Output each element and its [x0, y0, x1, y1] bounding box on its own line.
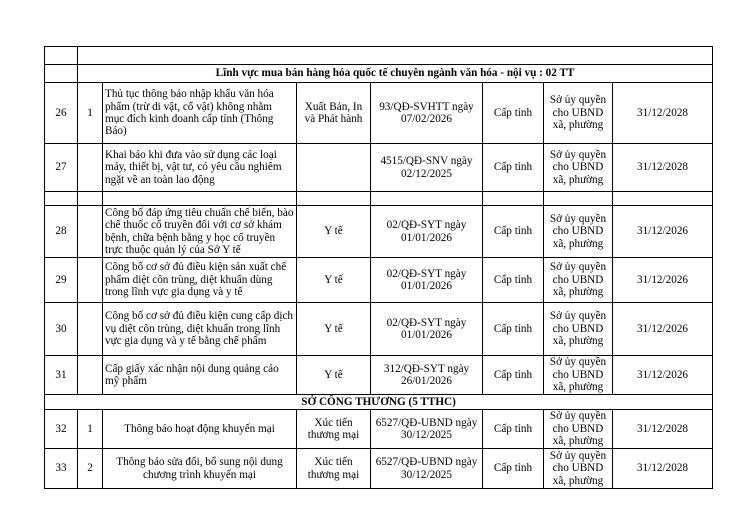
row-number: 29 — [45, 258, 78, 303]
deadline: 31/12/2028 — [613, 410, 713, 449]
row-number: 33 — [45, 449, 78, 489]
procedure-field: Y tế — [297, 356, 371, 395]
deadline: 31/12/2026 — [613, 356, 713, 395]
procedure-name: Thủ tục thông báo nhập khẩu văn hóa phẩm (trừ di vật, cổ vật) không nhằm mục đích kinh doanh cấp tỉnh (Thông Báo) — [103, 83, 297, 144]
row-sub-number: 2 — [78, 449, 103, 489]
decision-ref: 6527/QĐ-UBND ngày 30/12/2025 — [371, 410, 483, 449]
table-row — [45, 303, 713, 356]
procedure-name: Công bố cơ sở đủ điều kiện cung cấp dịch vụ diệt côn trùng, diệt khuẩn trong lĩnh vực gia dụng và y tế bằng chế phẩm — [103, 303, 297, 356]
row-sub-number: 1 — [78, 83, 103, 144]
section-title: SỞ CÔNG THƯƠNG (5 TTHC) — [45, 395, 713, 410]
section-title: Lĩnh vực mua bán hàng hóa quốc tế chuyên ngành văn hóa - nội vụ : 02 TT — [78, 65, 713, 83]
table-row — [45, 258, 713, 303]
table-row — [45, 144, 713, 192]
procedure-field: Y tế — [297, 303, 371, 356]
level: Cấp tỉnh — [483, 144, 544, 192]
authority: Sở ủy quyền cho UBND xã, phường — [544, 410, 613, 449]
row-sub-number — [78, 258, 103, 303]
authority: Sở ủy quyền cho UBND xã, phường — [544, 144, 613, 192]
decision-ref: 02/QĐ-SYT ngày 01/01/2026 — [371, 303, 483, 356]
level: Cấp tỉnh — [483, 356, 544, 395]
decision-ref: 4515/QĐ-SNV ngày 02/12/2025 — [371, 144, 483, 192]
row-number: 28 — [45, 206, 78, 258]
row-number: 31 — [45, 356, 78, 395]
procedure-field: Y tế — [297, 206, 371, 258]
deadline: 31/12/2026 — [613, 206, 713, 258]
decision-ref: 6527/QĐ-UBND ngày 30/12/2025 — [371, 449, 483, 489]
row-number: 30 — [45, 303, 78, 356]
row-number: 27 — [45, 144, 78, 192]
procedure-name: Cấp giấy xác nhận nội dung quảng cáo mỹ phẩm — [103, 356, 297, 395]
procedure-name: Khai báo khi đưa vào sử dụng các loại máy, thiết bị, vật tư, có yêu cầu nghiêm ngặt về an toàn lao động — [103, 144, 297, 192]
table-row — [45, 83, 713, 144]
decision-ref: 93/QĐ-SVHTT ngày 07/02/2026 — [371, 83, 483, 144]
deadline: 31/12/2028 — [613, 449, 713, 489]
deadline: 31/12/2028 — [613, 83, 713, 144]
authority: Sở ủy quyền cho UBND xã, phường — [544, 83, 613, 144]
authority: Sở ủy quyền cho UBND xã, phường — [544, 449, 613, 489]
row-number: 32 — [45, 410, 78, 449]
level: Cấp tỉnh — [483, 83, 544, 144]
procedure-field: Xúc tiến thương mại — [297, 449, 371, 489]
row-sub-number — [78, 356, 103, 395]
authority: Sở ủy quyền cho UBND xã, phường — [544, 206, 613, 258]
level: Cấp tỉnh — [483, 449, 544, 489]
row-sub-number — [78, 144, 103, 192]
table-row — [45, 356, 713, 395]
level: Cấp tỉnh — [483, 206, 544, 258]
row-sub-number — [78, 303, 103, 356]
section-header-row — [45, 65, 713, 83]
blank-row — [45, 192, 713, 206]
procedure-field — [297, 144, 371, 192]
row-sub-number — [78, 206, 103, 258]
decision-ref: 312/QĐ-SYT ngày 26/01/2026 — [371, 356, 483, 395]
authority: Sở ủy quyền cho UBND xã, phường — [544, 258, 613, 303]
authority: Sở ủy quyền cho UBND xã, phường — [544, 303, 613, 356]
decision-ref: 02/QĐ-SYT ngày 01/01/2026 — [371, 258, 483, 303]
table-row — [45, 410, 713, 449]
level: Cấp tỉnh — [483, 303, 544, 356]
procedure-field: Xúc tiến thương mại — [297, 410, 371, 449]
procedures-table — [44, 46, 713, 489]
authority: Sở ủy quyền cho UBND xã, phường — [544, 356, 613, 395]
blank-row — [45, 47, 713, 65]
section-header-row — [45, 395, 713, 410]
procedure-name: Thông báo hoạt động khuyến mại — [103, 410, 297, 449]
procedure-field: Xuất Bản, In và Phát hành — [297, 83, 371, 144]
deadline: 31/12/2026 — [613, 303, 713, 356]
deadline: 31/12/2028 — [613, 144, 713, 192]
row-number: 26 — [45, 83, 78, 144]
deadline: 31/12/2026 — [613, 258, 713, 303]
procedure-name: Công bố đáp ứng tiêu chuẩn chế biến, bào chế thuốc cổ truyền đối với cơ sở khám bệnh, chữa bệnh bằng y học cổ truyền trực thuộc quản lý của Sở Y tế — [103, 206, 297, 258]
level: Cấp tỉnh — [483, 258, 544, 303]
decision-ref: 02/QĐ-SYT ngày 01/01/2026 — [371, 206, 483, 258]
procedure-name: Công bố cơ sở đủ điều kiện sản xuất chế phẩm diệt côn trùng, diệt khuẩn dùng trong lĩnh vực gia dụng và y tế — [103, 258, 297, 303]
table-row — [45, 449, 713, 489]
procedure-field: Y tế — [297, 258, 371, 303]
procedure-name: Thông báo sửa đổi, bổ sung nội dung chương trình khuyến mại — [103, 449, 297, 489]
row-sub-number: 1 — [78, 410, 103, 449]
level: Cấp tỉnh — [483, 410, 544, 449]
table-row — [45, 206, 713, 258]
